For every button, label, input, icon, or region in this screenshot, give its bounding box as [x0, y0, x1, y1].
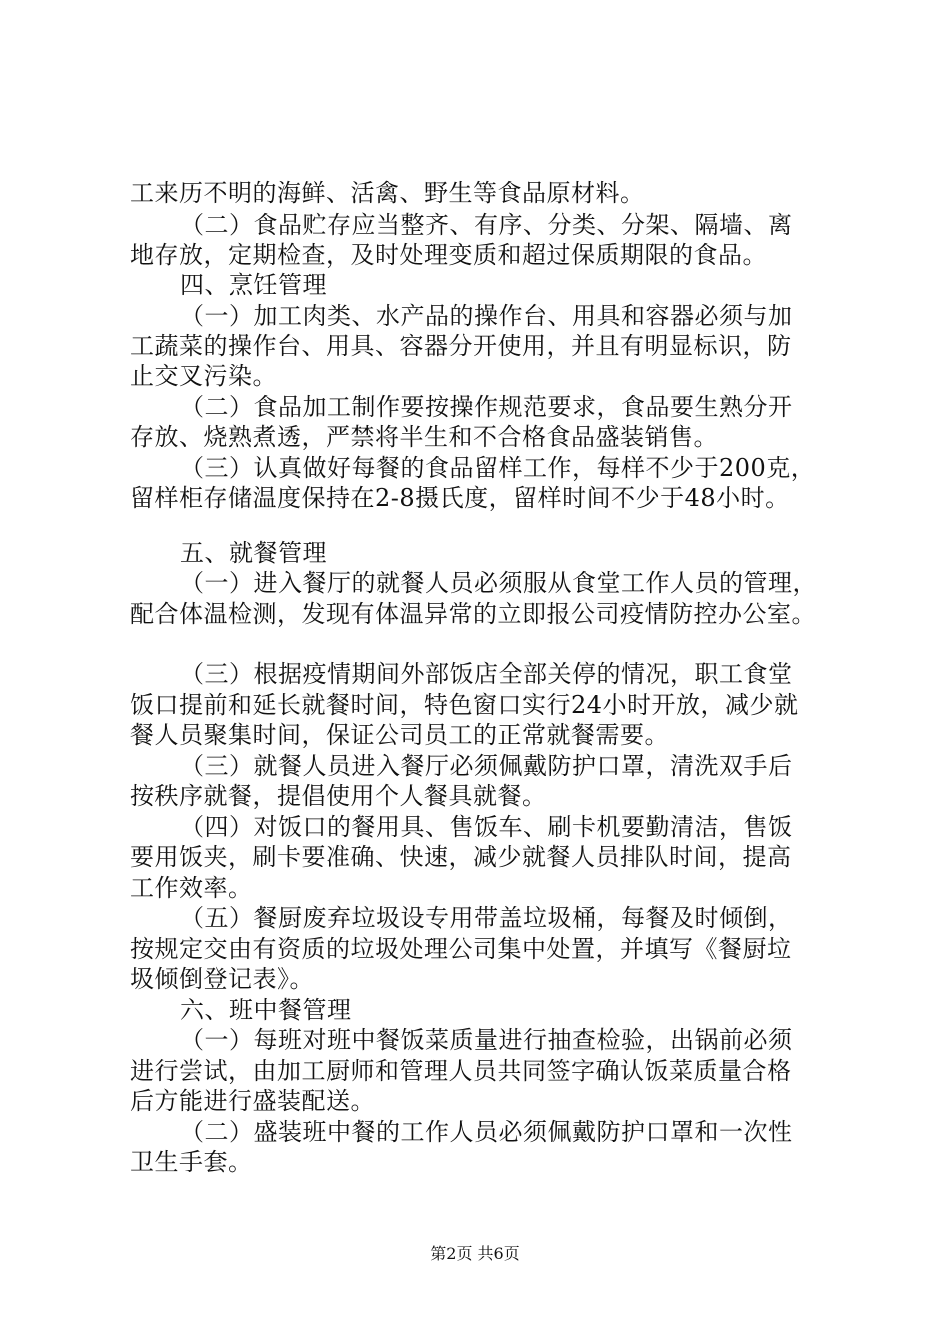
text-line: 存放、烧熟煮透，严禁将半生和不合格食品盛装销售。 [130, 423, 718, 451]
text-line: 留样柜存储温度保持在2-8摄氏度，留样时间不少于48小时。 [130, 484, 790, 512]
page-number: 第2页 共6页 [430, 1244, 520, 1263]
text-line: （三）根据疫情期间外部饭店全部关停的情况，职工食堂 [180, 660, 793, 688]
text-line: （五）餐厨废弃垃圾设专用带盖垃圾桶，每餐及时倾倒， [180, 904, 793, 932]
text-line: 餐人员聚集时间，保证公司员工的正常就餐需要。 [130, 721, 669, 749]
section-heading: 四、烹饪管理 [180, 271, 327, 299]
section-heading: 五、就餐管理 [180, 539, 327, 567]
text-line: （一）加工肉类、水产品的操作台、用具和容器必须与加 [180, 302, 793, 330]
section-heading: 六、班中餐管理 [180, 996, 352, 1024]
text-line: （三）就餐人员进入餐厅必须佩戴防护口罩，清洗双手后 [180, 752, 793, 780]
text-line: （三）认真做好每餐的食品留样工作，每样不少于200克， [180, 454, 816, 482]
text-line: 饭口提前和延长就餐时间，特色窗口实行24小时开放，减少就 [130, 691, 799, 719]
text-line: 止交叉污染。 [130, 362, 277, 390]
text-line: 按秩序就餐，提倡使用个人餐具就餐。 [130, 782, 547, 810]
text-line: （二）食品贮存应当整齐、有序、分类、分架、隔墙、离 [180, 211, 793, 239]
text-line: 要用饭夹，刷卡要准确、快速，减少就餐人员排队时间，提高 [130, 843, 792, 871]
text-line: （二）食品加工制作要按操作规范要求，食品要生熟分开 [180, 393, 793, 421]
text-line: 卫生手套。 [130, 1148, 253, 1176]
text-line: 圾倾倒登记表》。 [130, 965, 314, 993]
text-line: （四）对饭口的餐用具、售饭车、刷卡机要勤清洁，售饭 [180, 813, 793, 841]
text-line: 工蔬菜的操作台、用具、容器分开使用，并且有明显标识，防 [130, 332, 792, 360]
text-line: （一）每班对班中餐饭菜质量进行抽查检验，出锅前必须 [180, 1026, 793, 1054]
text-line: 后方能进行盛装配送。 [130, 1087, 375, 1115]
text-line: 工作效率。 [130, 874, 253, 902]
text-line: （一）进入餐厅的就餐人员必须服从食堂工作人员的管理， [180, 569, 817, 597]
text-line: 配合体温检测，发现有体温异常的立即报公司疫情防控办公室。 [130, 600, 816, 628]
text-line: 地存放，定期检查，及时处理变质和超过保质期限的食品。 [130, 241, 767, 269]
text-line: （二）盛装班中餐的工作人员必须佩戴防护口罩和一次性 [180, 1118, 793, 1146]
text-line: 按规定交由有资质的垃圾处理公司集中处置，并填写《餐厨垃 [130, 935, 792, 963]
text-line: 进行尝试，由加工厨师和管理人员共同签字确认饭菜质量合格 [130, 1057, 792, 1085]
text-line: 工来历不明的海鲜、活禽、野生等食品原材料。 [130, 179, 645, 207]
